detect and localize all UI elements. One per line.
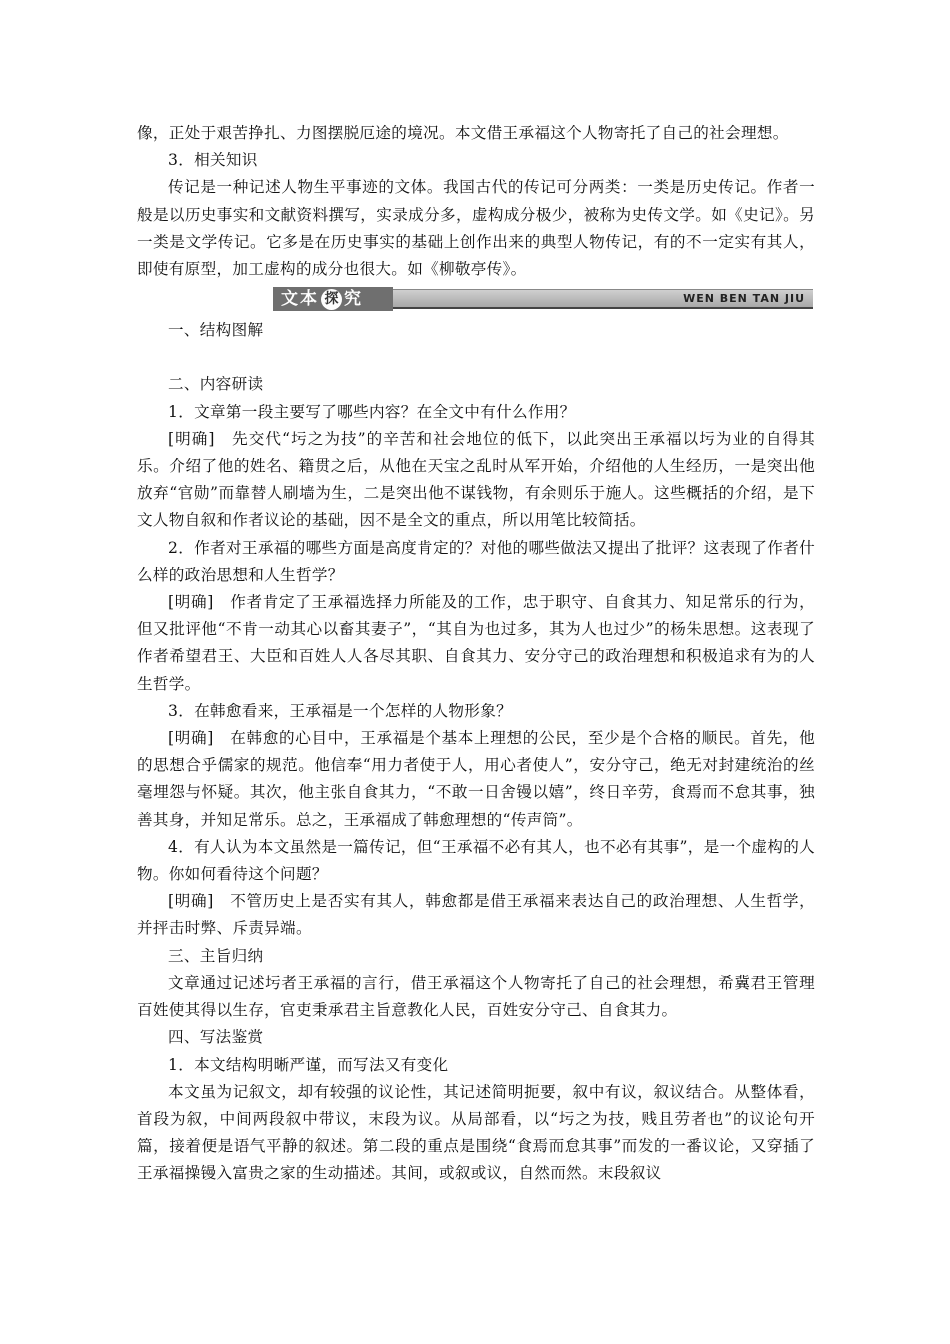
question-3: 3．在韩愈看来，王承福是一个怎样的人物形象？ [168,701,512,720]
paragraph-continued: 像，正处于艰苦挣扎、力图摆脱厄途的境况。本文借王承福这个人物寄托了自己的社会理想。 [137,124,789,142]
subheading-related-knowledge: 3．相关知识 [168,151,258,170]
section-heading-content: 二、内容研读 [168,375,264,394]
answer-1: [明确] 先交代“圬之为技”的辛苦和社会地位的低下，以此突出王承福以圬为业的自得其乐。介绍了他的姓名、籍贯之后，从他在天宝之乱时从军开始，介绍他的人生经历，一是突出他放弃“官勋”而靠替人刷墙为生，二是突出他不谋钱物，有余则乐于施人。这些概括的介绍，是下文人物自叙和作者议论的基础，因不是全文的重点，所以用笔比较简括。 [137,429,815,530]
banner-english: WEN BEN TAN JIU [683,292,805,306]
subheading-structure: 1．本文结构明晰严谨，而写法又有变化 [168,1055,449,1074]
section-heading-writing: 四、写法鉴赏 [168,1028,264,1047]
paragraph-writing: 本文虽为记叙文，却有较强的议论性，其记述简明扼要，叙中有议，叙议结合。从整体看，首段为叙，中间两段叙中带议，末段为议。从局部看，以“圬之为技，贱且劳者也”的议论句开篇，接着便是语气平静的叙述。第二段的重点是围绕“食焉而怠其事”而发的一番议论，又穿插了王承福操镘入富贵之家的生动描述。其间，或叙或议，自然而然。末段叙议 [137,1082,815,1183]
section-heading-theme: 三、主旨归纳 [168,946,264,965]
blank-diagram-space [137,344,815,371]
paragraph-theme: 文章通过记述圬者王承福的言行，借王承福这个人物寄托了自己的社会理想，希冀君王管理百姓使其得以生存，官吏秉承君主旨意教化人民，百姓安分守己、自食其力。 [137,973,815,1020]
question-4: 4．有人认为本文虽然是一篇传记，但“王承福不必有其人，也不必有其事”，是一个虚构的人物。你如何看待这个问题？ [137,837,815,884]
banner-title: 文本 探 究 [273,287,393,311]
document-body [137,120,815,1188]
answer-3: [明确] 在韩愈的心目中，王承福是个基本上理想的公民，至少是个合格的顺民。首先，他的思想合乎儒家的规范。他信奉“用力者使于人，用心者使人”，安分守己，绝无对封建统治的丝毫埋怨与怀疑。其次，他主张自食其力，“不敢一日舍镘以嬉”，终日辛劳，食焉而不怠其事，独善其身，并知足常乐。总之，王承福成了韩愈理想的“传声筒”。 [137,729,815,829]
section-banner [273,287,813,311]
section-heading-structure: 一、结构图解 [168,321,264,340]
answer-2: [明确] 作者肯定了王承福选择力所能及的工作，忠于职守、自食其力、知足常乐的行为，但又批评他“不肯一动其心以畜其妻子”，“其自为也过多，其为人也过少”的杨朱思想。这表现了作者希望君王、大臣和百姓人人各尽其职、自食其力、安分守己的政治理想和积极追求有为的人生哲学。 [137,593,815,693]
question-2: 2．作者对王承福的哪些方面是高度肯定的？对他的哪些做法又提出了批评？这表现了作者什么样的政治思想和人生哲学？ [137,538,815,584]
banner-circle-char: 探 [321,289,342,310]
question-1: 1．文章第一段主要写了哪些内容？在全文中有什么作用？ [168,402,576,421]
paragraph-biography-intro: 传记是一种记述人物生平事迹的文体。我国古代的传记可分两类：一类是历史传记。作者一般是以历史事实和文献资料撰写，实录成分多，虚构成分极少，被称为史传文学。如《史记》。另一类是文学传记。它多是在历史事实的基础上创作出来的典型人物传记，有的不一定实有其人，即使有原型，加工虚构的成分也很大。如《柳敬亭传》。 [137,178,815,279]
answer-4: [明确] 不管历史上是否实有其人，韩愈都是借王承福来表达自己的政治理想、人生哲学，并抨击时弊、斥责异端。 [137,892,815,938]
